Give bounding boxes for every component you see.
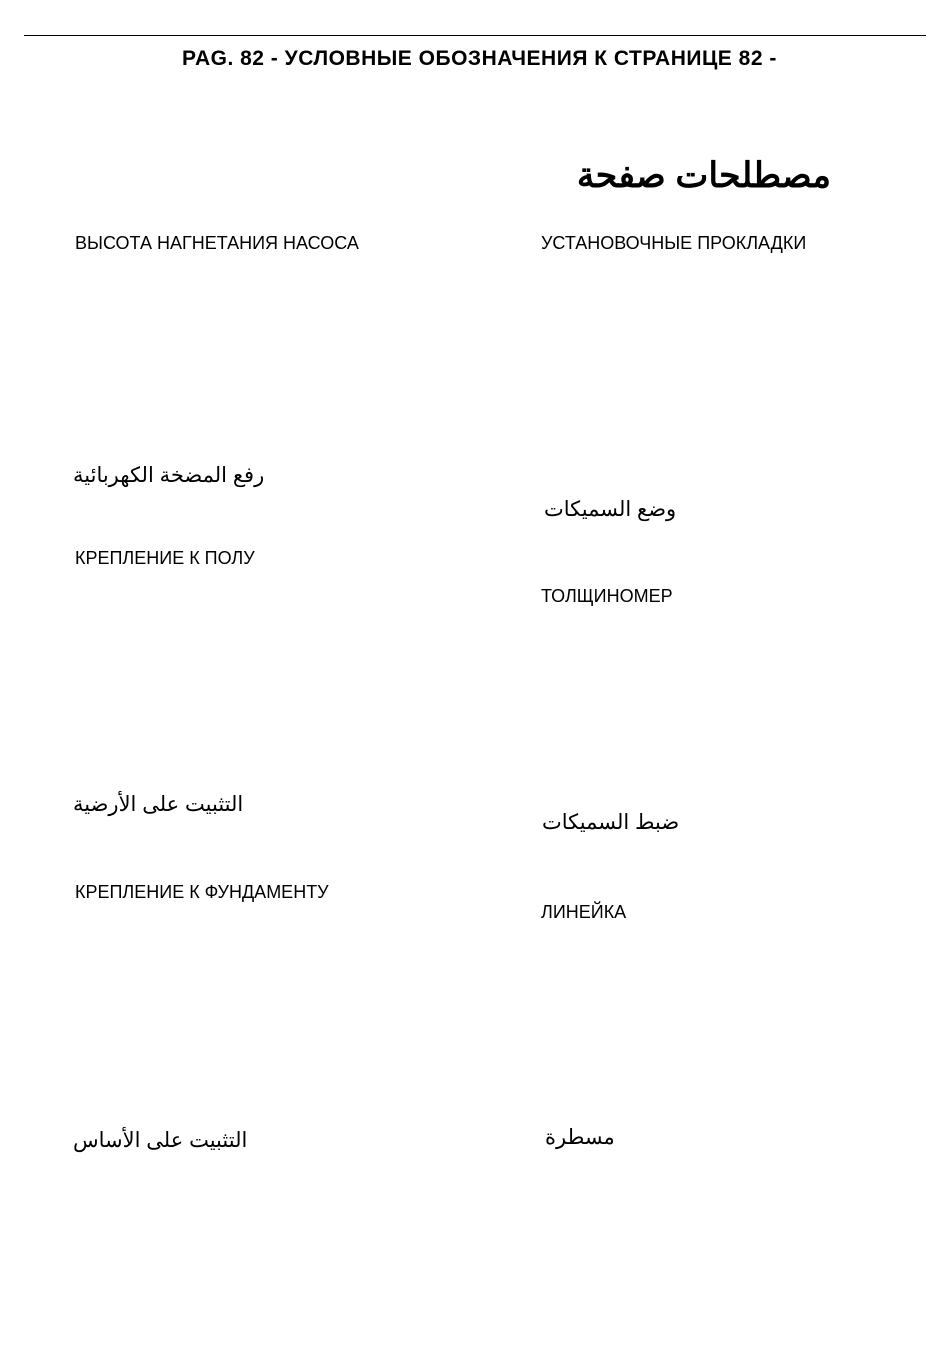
right-term-3-ar: مسطرة [545, 1126, 615, 1149]
top-rule [24, 35, 926, 36]
left-term-3-ar: التثبيت على الأساس [73, 1129, 248, 1152]
left-term-2-ru: КРЕПЛЕНИЕ К ПОЛУ [75, 548, 255, 568]
left-term-1-ar: رفع المضخة الكهربائية [73, 464, 265, 487]
right-term-1-ar: وضع السميكات [544, 498, 677, 521]
right-term-3-ru: ЛИНЕЙКА [541, 902, 627, 922]
arabic-page-title: مصطلحات صفحة [576, 156, 831, 195]
left-term-2-ar: التثبيت على الأرضية [73, 793, 244, 816]
right-term-2-ru: ТОЛЩИНОМЕР [541, 586, 673, 606]
page-title: PAG. 82 - УСЛОВНЫЕ ОБОЗНАЧЕНИЯ К СТРАНИЦЕ 82 - [182, 47, 777, 70]
left-term-1-ru: ВЫСОТА НАГНЕТАНИЯ НАСОСА [75, 233, 359, 253]
right-term-2-ar: ضبط السميكات [542, 811, 680, 834]
left-term-3-ru: КРЕПЛЕНИЕ К ФУНДАМЕНТУ [75, 882, 329, 902]
right-term-1-ru: УСТАНОВОЧНЫЕ ПРОКЛАДКИ [541, 233, 807, 253]
